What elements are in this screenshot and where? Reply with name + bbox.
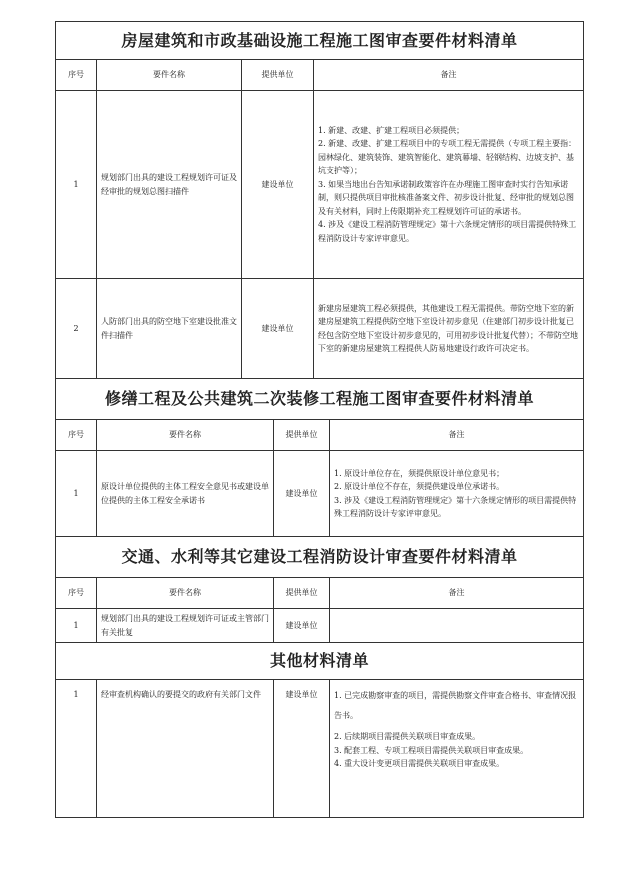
table-row <box>56 279 584 379</box>
col-header-no: 序号 <box>56 578 97 609</box>
section-title: 修缮工程及公共建筑二次装修工程施工图审查要件材料清单 <box>56 379 584 420</box>
section-title: 其他材料清单 <box>56 643 584 680</box>
row-note <box>314 279 584 379</box>
table-row <box>56 451 584 537</box>
row-name: 规划部门出具的建设工程规划许可证或主管部门有关批复 <box>97 609 274 643</box>
row-no: 1 <box>56 609 97 643</box>
col-header-name: 要件名称 <box>97 60 242 91</box>
note-line: 1. 原设计单位存在，须提供原设计单位意见书； <box>334 468 505 478</box>
col-header-no: 序号 <box>56 420 97 451</box>
row-unit: 建设单位 <box>274 451 330 537</box>
section-1-table <box>55 21 584 379</box>
note-line: 1. 已完成勘察审查的项目，需提供勘察文件审查合格书、审查情况报告书。 <box>334 691 577 720</box>
note-line: 2. 新建、改建、扩建工程项目中的专项工程无需提供（专项工程主要指：园林绿化、建筑装饰、建筑智能化、建筑幕墙、轻钢结构、边坡支护、基坑支护等）； <box>318 139 577 176</box>
row-no: 1 <box>56 680 97 818</box>
section-title: 房屋建筑和市政基础设施工程施工图审查要件材料清单 <box>56 22 584 60</box>
note-line: 2. 原设计单位不存在，须提供建设单位承诺书。 <box>334 482 505 491</box>
row-unit: 建设单位 <box>242 91 314 279</box>
row-note <box>330 451 584 537</box>
table-row <box>56 91 584 279</box>
row-unit: 建设单位 <box>274 609 330 643</box>
row-unit: 建设单位 <box>274 680 330 818</box>
document-sheet <box>55 22 583 818</box>
table-row <box>56 680 584 818</box>
note-line: 3. 如果当地出台告知承诺制政策容许在办理施工图审查时实行告知承诺制，则只提供项目审批核准备案文件、初步设计批复、经审批的规划总图及有关材料，同时上传限期补充工程规划许可证的承诺书。 <box>318 179 574 216</box>
row-unit: 建设单位 <box>242 279 314 379</box>
col-header-note: 备注 <box>330 578 584 609</box>
row-note <box>330 609 584 643</box>
section-4-table <box>55 642 584 818</box>
note-line: 3. 涉及《建设工程消防管理规定》第十六条规定情形的项目需提供特殊工程消防设计专家评审意见。 <box>334 495 577 518</box>
col-header-unit: 提供单位 <box>242 60 314 91</box>
table-row <box>56 609 584 643</box>
row-name: 规划部门出具的建设工程规划许可证及经审批的规划总图扫描件 <box>97 91 242 279</box>
note-line: 4. 涉及《建设工程消防管理规定》第十六条规定情形的项目需提供特殊工程消防设计专家评审意见。 <box>318 220 577 243</box>
col-header-unit: 提供单位 <box>274 420 330 451</box>
row-name: 原设计单位提供的主体工程安全意见书或建设单位提供的主体工程安全承诺书 <box>97 451 274 537</box>
row-note <box>314 91 584 279</box>
col-header-note: 备注 <box>330 420 584 451</box>
section-3-table <box>55 536 584 643</box>
col-header-no: 序号 <box>56 60 97 91</box>
row-note <box>330 680 584 818</box>
note-line: 3. 配套工程、专项工程项目需提供关联项目审查成果。 <box>334 745 529 755</box>
col-header-unit: 提供单位 <box>274 578 330 609</box>
row-no: 2 <box>56 279 97 379</box>
section-2-table <box>55 378 584 537</box>
row-no: 1 <box>56 451 97 537</box>
col-header-name: 要件名称 <box>97 420 274 451</box>
note-line: 2. 后续期项目需提供关联项目审查成果。 <box>334 732 481 741</box>
row-name: 经审查机构确认的要提交的政府有关部门文件 <box>97 680 274 818</box>
note-line: 1. 新建、改建、扩建工程项目必须提供； <box>318 125 465 135</box>
col-header-name: 要件名称 <box>97 578 274 609</box>
note-line: 4. 重大设计变更项目需提供关联项目审查成果。 <box>334 759 505 768</box>
row-no: 1 <box>56 91 97 279</box>
note-line: 新建房屋建筑工程必须提供，其他建设工程无需提供。带防空地下室的新建房屋建筑工程提供防空地下室设计初步意见（住建部门初步设计批复已经包含防空地下室设计初步意见的，可用初步设计批复代替）；不带防空地下室的新建房屋建筑工程提供人防易地建设行政许可决定书。 <box>318 303 578 353</box>
row-name: 人防部门出具的防空地下室建设批准文件扫描件 <box>97 279 242 379</box>
section-title: 交通、水利等其它建设工程消防设计审查要件材料清单 <box>56 537 584 578</box>
col-header-note: 备注 <box>314 60 584 91</box>
